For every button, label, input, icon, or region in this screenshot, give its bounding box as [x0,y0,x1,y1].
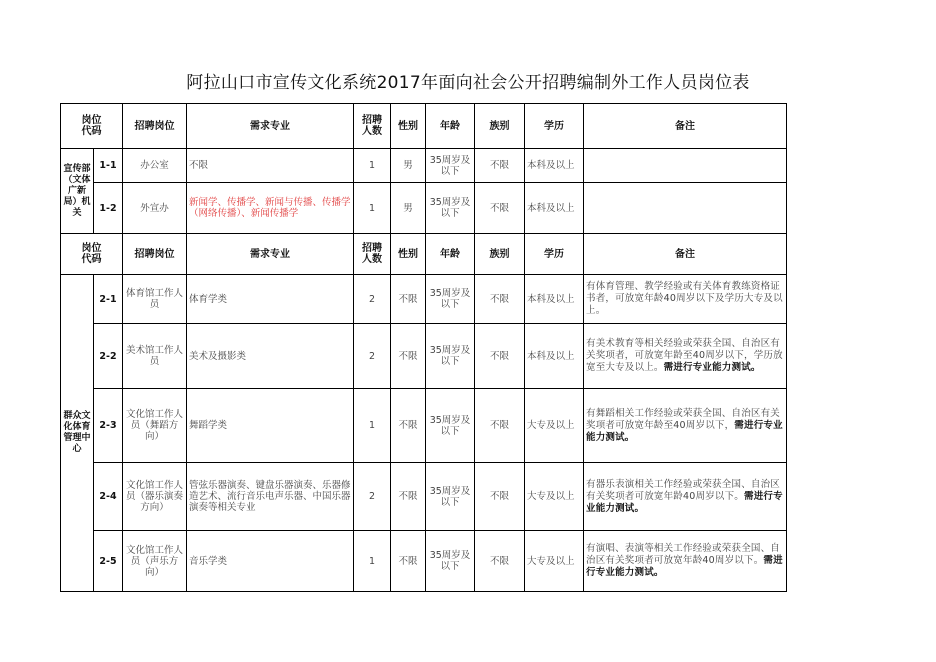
ethnicity-cell: 不限 [475,463,525,531]
position-cell: 外宣办 [123,183,187,234]
education-cell: 大专及以上 [525,463,584,531]
count-cell: 2 [354,324,391,389]
ethnicity-cell: 不限 [475,389,525,463]
positions-table [60,103,787,592]
education-cell: 大专及以上 [525,531,584,592]
education-cell: 本科及以上 [525,275,584,324]
remark-cell: 有体育管理、教学经验或有关体育教练资格证书者，可放宽年龄40周岁以下及学历大专及以上。 [584,275,787,324]
header-remarks: 备注 [584,234,787,275]
code-cell: 2-1 [94,275,123,324]
header-age: 年龄 [426,104,475,149]
dept-cell: 群众文化体育管理中心 [61,275,94,592]
code-cell: 1-2 [94,183,123,234]
header-gender: 性别 [391,104,426,149]
header-age: 年龄 [426,234,475,275]
header-row-2 [61,234,787,275]
ethnicity-cell: 不限 [475,183,525,234]
age-cell: 35周岁及以下 [426,389,475,463]
table-row [61,463,787,531]
remark-cell: 有美术教育等相关经验或荣获全国、自治区有关奖项者，可放宽年龄至40周岁以下，学历放宽至大专及以上。需进行专业能力测试。 [584,324,787,389]
code-cell: 2-5 [94,531,123,592]
age-cell: 35周岁及以下 [426,531,475,592]
remark-cell: 有演唱、表演等相关工作经验或荣获全国、自治区有关奖项者可放宽年龄40周岁以下。需进行专业能力测试。 [584,531,787,592]
table-row [61,149,787,183]
header-row-1 [61,104,787,149]
dept-cell: 宣传部（文体广新局）机关 [61,149,94,234]
header-major: 需求专业 [187,104,354,149]
gender-cell: 不限 [391,275,426,324]
remark-cell [584,149,787,183]
education-cell: 大专及以上 [525,389,584,463]
page-title: 阿拉山口市宣传文化系统2017年面向社会公开招聘编制外工作人员岗位表 [186,73,750,93]
remark-cell [584,183,787,234]
header-ethnicity: 族别 [475,104,525,149]
table-row [61,531,787,592]
header-code: 岗位 代码 [61,104,123,149]
count-cell: 2 [354,275,391,324]
ethnicity-cell: 不限 [475,531,525,592]
position-cell: 美术馆工作人员 [123,324,187,389]
header-education: 学历 [525,104,584,149]
major-cell: 舞蹈学类 [187,389,354,463]
education-cell: 本科及以上 [525,324,584,389]
position-cell: 体育馆工作人员 [123,275,187,324]
age-cell: 35周岁及以下 [426,183,475,234]
major-cell: 不限 [187,149,354,183]
count-cell: 1 [354,389,391,463]
header-remarks: 备注 [584,104,787,149]
major-cell: 管弦乐器演奏、键盘乐器演奏、乐器修造艺术、流行音乐电声乐器、中国乐器演奏等相关专业 [187,463,354,531]
code-cell: 2-4 [94,463,123,531]
major-cell: 新闻学、传播学、新闻与传播、传播学（网络传播）、新闻传播学 [187,183,354,234]
header-ethnicity: 族别 [475,234,525,275]
count-cell: 2 [354,463,391,531]
header-code: 岗位 代码 [61,234,123,275]
count-cell: 1 [354,149,391,183]
education-cell: 本科及以上 [525,149,584,183]
header-major: 需求专业 [187,234,354,275]
code-cell: 2-3 [94,389,123,463]
header-education: 学历 [525,234,584,275]
major-cell: 体育学类 [187,275,354,324]
position-cell: 文化馆工作人员（声乐方向） [123,531,187,592]
ethnicity-cell: 不限 [475,275,525,324]
gender-cell: 男 [391,183,426,234]
header-gender: 性别 [391,234,426,275]
gender-cell: 不限 [391,389,426,463]
count-cell: 1 [354,531,391,592]
remark-cell: 有器乐表演相关工作经验或荣获全国、自治区有关奖项者可放宽年龄40周岁以下。需进行专业能力测试。 [584,463,787,531]
major-cell: 音乐学类 [187,531,354,592]
gender-cell: 男 [391,149,426,183]
code-cell: 1-1 [94,149,123,183]
table-row [61,183,787,234]
count-cell: 1 [354,183,391,234]
gender-cell: 不限 [391,463,426,531]
table-row [61,389,787,463]
education-cell: 本科及以上 [525,183,584,234]
header-position: 招聘岗位 [123,104,187,149]
header-position: 招聘岗位 [123,234,187,275]
position-cell: 文化馆工作人员（舞蹈方向） [123,389,187,463]
age-cell: 35周岁及以下 [426,275,475,324]
gender-cell: 不限 [391,324,426,389]
gender-cell: 不限 [391,531,426,592]
major-cell: 美术及摄影类 [187,324,354,389]
position-cell: 文化馆工作人员（器乐演奏方向） [123,463,187,531]
table-row [61,275,787,324]
age-cell: 35周岁及以下 [426,463,475,531]
header-count: 招聘 人数 [354,104,391,149]
remark-cell: 有舞蹈相关工作经验或荣获全国、自治区有关奖项者可放宽年龄至40周岁以下，需进行专业能力测试。 [584,389,787,463]
age-cell: 35周岁及以下 [426,324,475,389]
age-cell: 35周岁及以下 [426,149,475,183]
position-cell: 办公室 [123,149,187,183]
ethnicity-cell: 不限 [475,324,525,389]
table-row [61,324,787,389]
code-cell: 2-2 [94,324,123,389]
header-count: 招聘 人数 [354,234,391,275]
ethnicity-cell: 不限 [475,149,525,183]
